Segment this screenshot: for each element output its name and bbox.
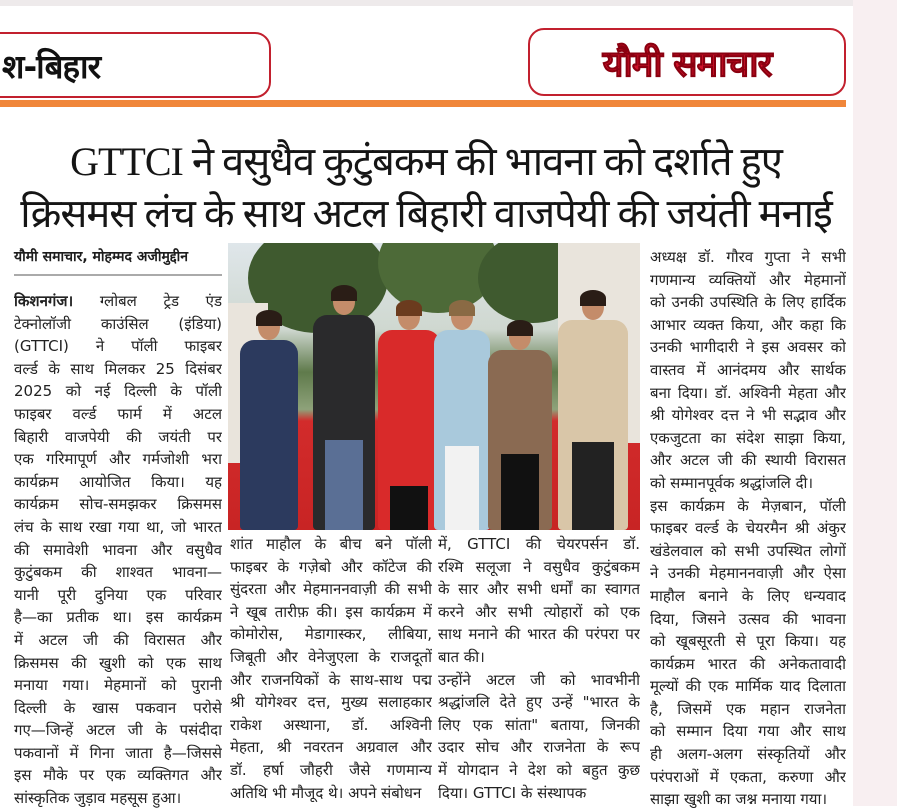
article-line: फाइबर वर्ल्ड के चेयरमैन श्री अंकुर [650, 519, 846, 538]
article-line: वर्ल्ड के साथ मिलकर 25 दिसंबर [14, 359, 222, 378]
article-line: आभार व्यक्त किया, और कहा कि [650, 315, 846, 334]
article-line: ही अलग-अलग संस्कृतियों और [650, 745, 846, 764]
headline-line-2: क्रिसमस लंच के साथ अटल बिहारी वाजपेयी की जयंती मनाई [20, 191, 832, 236]
article-line: मनाया गया। मेहमानों को पुरानी [14, 676, 222, 695]
article-line: साथ मनाने की भारत की परंपरा पर [438, 625, 640, 644]
article-line: टेक्नोलॉजी काउंसिल (इंडिया) [14, 314, 222, 333]
article-line: बिहारी वाजपेयी की जयंती पर [14, 427, 222, 446]
byline-rule [14, 274, 222, 276]
article-line: 2025 को नई दिल्ली के पॉली [14, 382, 222, 401]
article-line: रश्मि सलूजा ने वसुधैव कुटुंबकम [438, 557, 640, 576]
article-line: कार्यक्रम भारत की अनेकतावादी [650, 654, 846, 673]
article-line: में योगदान ने देश को बहुत कुछ [438, 760, 640, 779]
article-line: में, GTTCI की चेयरपर्सन डॉ. [438, 535, 640, 553]
article-line: मूल्यों की एक मार्मिक याद दिलाता [650, 677, 846, 696]
article-column-2 [230, 533, 432, 804]
article-line: को उनकी उपस्थिति के लिए हार्दिक [650, 293, 846, 312]
article-line: इस कार्यक्रम के मेज़बान, पॉली [650, 496, 846, 515]
article-line: फाइबर वर्ल्ड फार्म में अटल [14, 404, 222, 423]
person [313, 315, 375, 530]
right-margin [853, 0, 897, 806]
article-line: साझा खुशी का जश्न मनाया गया। [650, 790, 828, 809]
article-line: श्री योगेश्वर दत्त ने भी सद्भाव और [650, 406, 846, 425]
header-divider [0, 100, 846, 107]
article-line: के सार और सभी धर्मों का स्वागत [438, 580, 640, 599]
article-line: है, जिसमें एक महान राजनेता [650, 699, 846, 718]
article-line: खंडेलवाल को सभी उपस्थित लोगों [650, 541, 846, 560]
article-line: मेहता, श्री नवरतन अग्रवाल और [230, 738, 432, 757]
article-line: ने उनकी मेहमाननवाज़ी और ऐसा [650, 564, 846, 583]
article-line: एकजुटता का संदेश साझा किया, [650, 428, 846, 447]
article-line: परंपराओं में एकता, करुणा और [650, 767, 846, 786]
article-line: सांस्कृतिक जुड़ाव महसूस हुआ। [14, 789, 182, 808]
person [434, 330, 490, 530]
article-line: लंच के साथ रखा गया था, जो भारत [14, 517, 222, 536]
article-line: उदार सोच और राजनेता के रूप [438, 738, 640, 757]
article-line: वास्तव में आनंदमय और सार्थक [650, 360, 846, 379]
article-line: और अटल जी की स्थायी विरासत [650, 451, 846, 470]
article-line: शांत माहौल के बीच बने पॉली [230, 535, 432, 553]
article-line: कुटुंबकम की शाश्वत भावना— [14, 563, 222, 582]
person [488, 350, 552, 530]
article-line: दिया। GTTCI के संस्थापक [438, 783, 587, 802]
article-line: कोमोरोस, मेडागास्कर, लीबिया, [230, 625, 432, 644]
article-line: बात की। [438, 647, 485, 666]
article-line: राकेश अस्थाना, डॉ. अश्विनी [230, 715, 432, 734]
article-line: कार्यक्रम आयोजित किया। यह [14, 472, 222, 491]
group-photo [228, 243, 640, 530]
article-line: करने और सभी त्योहारों को एक [438, 602, 640, 621]
headline-line-1: GTTCI ने वसुधैव कुटुंबकम की भावना को दर्शाते हुए [70, 139, 782, 184]
article-text: ग्लोबल ट्रेड एंड [99, 292, 222, 310]
article-line: उनकी भागीदारी ने इस अवसर को [650, 338, 846, 357]
article-line: एक गरिमापूर्ण और गर्मजोशी भरा [14, 450, 222, 469]
byline: यौमी समाचार, मोहम्मद अजीमुद्दीन [14, 249, 189, 265]
article-line: माहौल बनाने के लिए धन्यवाद [650, 586, 846, 605]
article-line: क्रिसमस की खुशी को एक साथ [14, 653, 222, 672]
article-line: (GTTCI) ने पॉली फाइबर [14, 337, 222, 356]
article-line: डॉ. हर्षा जौहरी जैसे गणमान्य [230, 760, 432, 779]
article-line: अतिथि भी मौजूद थे। अपने संबोधन [230, 783, 422, 802]
article-line: लिए एक सांता" बताया, जिनकी [438, 715, 640, 734]
section-label: श-बिहार [2, 46, 101, 86]
article-line: यानी पूरी दुनिया एक परिवार [14, 585, 222, 604]
article-line: श्रद्धांजलि देते हुए उन्हें "भारत के [438, 693, 640, 712]
article-line: दिल्ली के खास पकवान परोसे [14, 698, 222, 717]
article-line: को खूबसूरती से पूरा किया। यह [650, 632, 846, 651]
article-line: में अटल जी की विरासत और [14, 630, 222, 649]
article-column-3 [438, 533, 640, 804]
article-line: इस मौके पर एक व्यक्तिगत और [14, 766, 222, 785]
article-line: उन्होंने अटल जी को भावभीनी [438, 670, 640, 689]
article-line: है—का प्रतीक था। इस कार्यक्रम [14, 608, 222, 627]
person [240, 340, 298, 530]
article-line: दिया, जिसने उत्सव की भावना [650, 609, 846, 628]
article-line: बना दिया। डॉ. अश्विनी मेहता और [650, 383, 846, 402]
person [378, 330, 440, 530]
article-line: को सम्मानपूर्वक श्रद्धांजलि दी। [650, 473, 814, 492]
article-line: पकवानों में गिना जाता है—जिससे [14, 743, 222, 762]
dateline: किशनगंज। [14, 292, 74, 310]
article-line: कार्यक्रम सोच-समझकर क्रिसमस [14, 495, 222, 514]
article-line: अध्यक्ष डॉ. गौरव गुप्ता ने सभी [650, 248, 846, 266]
article-line: ने खूब तारीफ़ की। इस कार्यक्रम में [230, 602, 432, 621]
section-header-box [0, 32, 271, 98]
article-line: और राजनयिकों के साथ-साथ पद्म [230, 670, 432, 689]
paper-logo-box [528, 28, 846, 96]
paper-logo: यौमी समाचार [602, 43, 772, 85]
article-line: की समावेशी भावना और वसुधैव [14, 540, 222, 559]
article-line: श्री योगेश्वर दत्त, मुख्य सलाहकार [230, 693, 432, 712]
article-line: गणमान्य व्यक्तियों और मेहमानों [650, 270, 846, 289]
article-column-1 [14, 290, 222, 810]
article-line: जिबूती और वेनेजुएला के राजदूतों [230, 647, 432, 666]
top-strip [0, 0, 897, 6]
article-line: को सम्मान दिया गया और साथ [650, 722, 846, 741]
article-line [14, 290, 222, 313]
article-line: गए—जिन्हें अटल जी के पसंदीदा [14, 721, 222, 740]
article-line: सुंदरता और मेहमाननवाज़ी की सभी [230, 580, 432, 599]
article-line: फाइबर के गज़ेबो और कॉटेज की [230, 557, 432, 576]
article-column-4 [650, 246, 846, 811]
person [558, 320, 628, 530]
